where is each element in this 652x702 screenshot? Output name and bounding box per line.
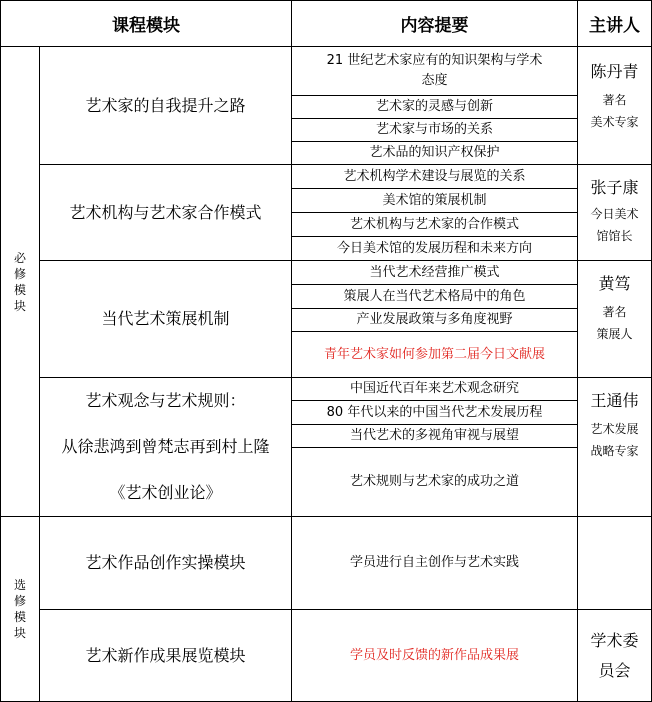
content-item: 艺术机构学术建设与展览的关系 [343,168,526,184]
speaker-name: 王通伟 [590,391,639,410]
speaker-cell [578,261,651,377]
group-label-required: 必 修 模 块 [13,250,26,313]
content-item: 美术馆的策展机制 [382,192,487,208]
content-item-highlight: 学员及时反馈的新作品成果展 [349,647,519,663]
speaker-cell [578,378,651,516]
speaker-cell-empty [578,517,651,609]
content-item: 今日美术馆的发展历程和未来方向 [336,240,532,256]
content-item: 艺术家与市场的关系 [375,122,493,137]
speaker-title: 艺术发展 [590,422,639,436]
speaker-name: 学术委 [590,630,639,650]
content-item: 当代艺术的多视角审视与展望 [349,428,519,443]
speaker-cell [578,610,651,701]
module-name-multiline: 艺术观念与艺术规则： 从徐悲鸿到曾梵志再到村上隆 《艺术创业论》 [61,391,270,502]
header-speaker: 主讲人 [589,16,640,36]
content-item: 中国近代百年来艺术观念研究 [349,381,519,396]
content-item: 艺术品的知识产权保护 [369,145,500,160]
module-name: 艺术机构与艺术家合作模式 [69,202,262,222]
speaker-title: 战略专家 [590,444,639,458]
speaker-title: 著名 [602,305,627,319]
speaker-title: 美术专家 [590,115,639,129]
content-item: 产业发展政策与多角度视野 [356,312,513,327]
speaker-title: 今日美术 [590,207,639,221]
content-item: 学员进行自主创作与艺术实践 [349,555,519,570]
speaker-name: 员会 [598,660,631,680]
header-content: 内容提要 [400,16,469,36]
speaker-name: 陈丹青 [590,62,639,81]
content-item: 策展人在当代艺术格局中的角色 [343,288,526,304]
speaker-name: 张子康 [590,178,639,197]
speaker-cell [578,165,651,260]
content-item: 艺术家的灵感与创新 [375,99,493,114]
content-item: 当代艺术经营推广模式 [369,264,500,280]
speaker-name: 黄笃 [598,274,631,293]
speaker-title: 策展人 [596,327,633,341]
group-label-elective: 选 修 模 块 [13,578,26,640]
speaker-title: 著名 [602,93,627,107]
speaker-title: 馆馆长 [596,229,633,243]
content-item-highlight: 青年艺术家如何参加第二届今日文献展 [323,346,545,362]
module-name: 艺术作品创作实操模块 [85,553,246,572]
content-item: 艺术机构与艺术家的合作模式 [349,216,519,232]
module-name: 艺术家的自我提升之路 [85,95,246,115]
header-module: 课程模块 [112,16,180,36]
content-item: 艺术规则与艺术家的成功之道 [349,474,519,489]
speaker-cell [578,47,651,164]
module-name: 艺术新作成果展览模块 [85,645,246,665]
module-name: 当代艺术策展机制 [101,309,230,328]
content-item: 80 年代以来的中国当代艺术发展历程 [326,404,543,420]
content-item: 21 世纪艺术家应有的知识架构与学术 态度 [326,53,543,88]
